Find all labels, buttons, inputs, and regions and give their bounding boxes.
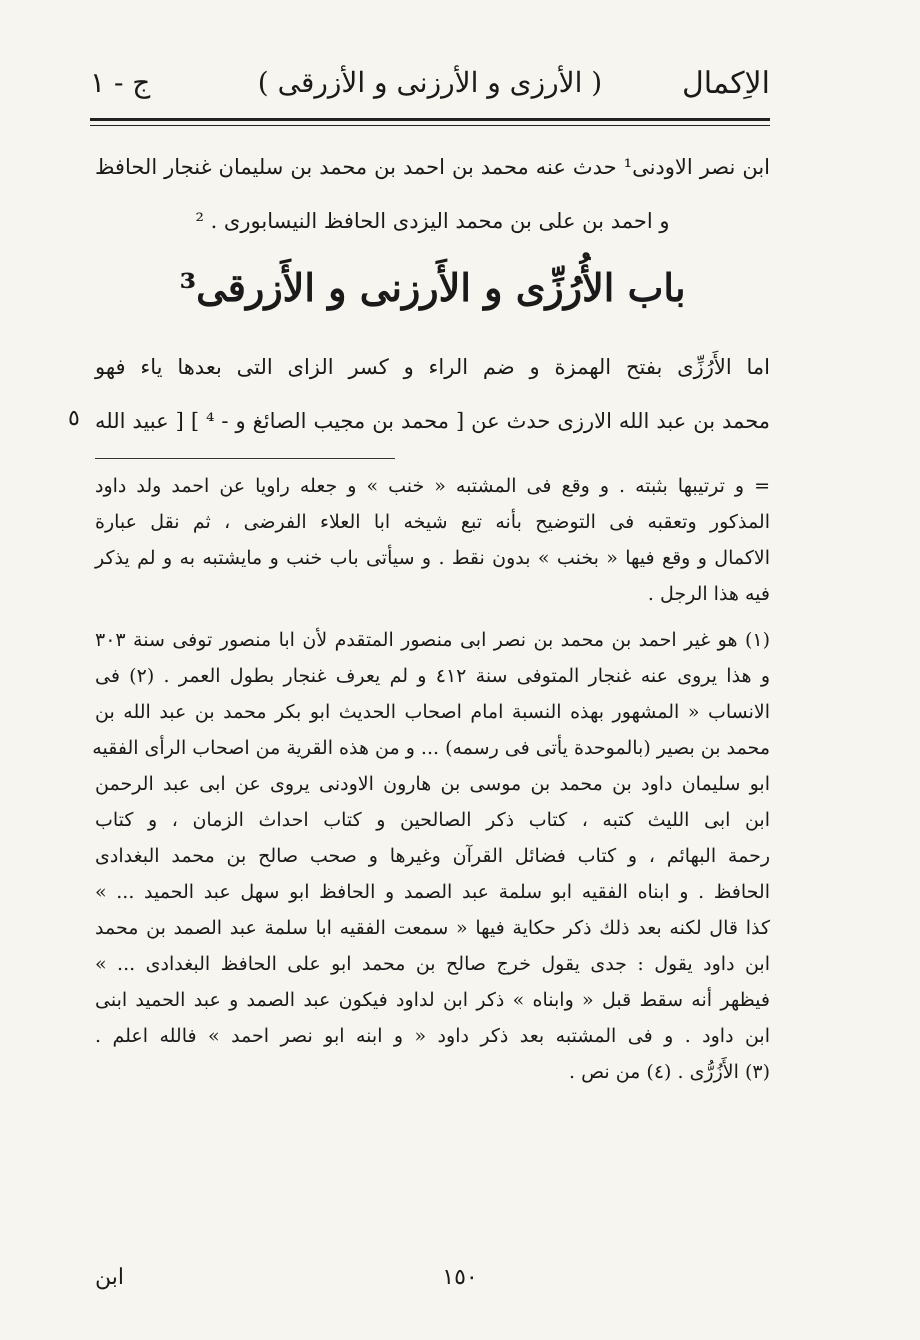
main-text — [95, 140, 770, 448]
body-line: و احمد بن على بن محمد اليزدى الحافظ النيسابورى . ² — [195, 209, 670, 233]
body-line: ابن نصر الاودنى¹ حدث عنه محمد بن احمد بن محمد بن سليمان غنجار الحافظ — [95, 155, 771, 179]
running-header — [90, 62, 770, 106]
header-rule-thin — [90, 125, 770, 126]
footnote-line: ابن داود . و فى المشتبه بعد ذكر داود « و ابنه ابو نصر احمد » فالله اعلم . — [95, 1025, 770, 1047]
footnote-line: الاكمال و وقع فيها « بخنب » بدون نقط . و سيأتى باب خنب و مايشتبه به و لم يذكر — [95, 547, 770, 569]
footnote-line: ابن ابى الليث كتبه ، كتاب ذكر الصالحين و كتاب احداث الزمان ، و كتاب — [95, 809, 770, 831]
footnote-line: (٣) الأَزُرُّى . (٤) من نص . — [569, 1061, 770, 1083]
footnote-line: ابن داود يقول : جدى يقول خرج صالح بن محمد ابو على الحافظ البغدادى ... » — [95, 953, 770, 975]
catchword: ابن — [95, 1265, 124, 1290]
body-line: محمد بن عبد الله الارزى حدث عن [ محمد بن مجيب الصائغ و - ⁴ ] [ عبيد الله — [95, 409, 770, 433]
header-book-title: الاِكمال — [681, 66, 770, 101]
line-number-marker: ٥ — [68, 406, 80, 431]
footnote-line: المذكور وتعقبه فى التوضيح بأنه تبع شيخه ابا العلاء الفرضى ، ثم نقل عبارة — [95, 511, 770, 533]
footnote-line: محمد بن بصير (بالموحدة يأتى فى رسمه) ... و من هذه القرية من اصحاب الرأى الفقيه — [92, 737, 770, 759]
chapter-heading: باب الأُرُزِّى و الأَرزنى و الأَزرقى³ — [179, 265, 686, 310]
footnote-line: فيه هذا الرجل . — [647, 583, 770, 605]
page-number: ١٥٠ — [442, 1265, 478, 1290]
footnote-line: (١) هو غير احمد بن محمد بن نصر ابى منصور المتقدم لأن ابا منصور توفى سنة ٣٠٣ — [95, 629, 770, 651]
footnote-line: = و ترتيبها بثبته . و وقع فى المشتبه « خنب » و جعله راويا عن احمد ولد داود — [95, 475, 770, 497]
footnote-line: ابو سليمان داود بن محمد بن موسى بن هارون الاودنى يروى عن ابى عبد الرحمن — [95, 773, 770, 795]
header-volume: ج - ١ — [90, 66, 151, 99]
footnote-line: الانساب « المشهور بهذه النسبة امام اصحاب الحديث ابو بكر محمد بن عبد الله بن — [95, 701, 770, 723]
footnotes — [92, 468, 771, 1090]
footnote-line: رحمة البهائم ، و كتاب فضائل القرآن وغيرها و صحب صالح بن محمد البغدادى — [95, 845, 770, 867]
footnote-line: و هذا يروى عنه غنجار المتوفى سنة ٤١٢ و لم يعرف غنجار بطول العمر . (٢) فى — [95, 665, 771, 687]
footnote-divider — [95, 458, 395, 459]
footnote-line: الحافظ . و ابناه الفقيه ابو سلمة عبد الصمد و الحافظ ابو سهل عبد الحميد ... » — [95, 881, 770, 903]
header-section-title: ( الأرزى و الأرزنى و الأزرقى ) — [257, 66, 603, 99]
header-rule-thick — [90, 118, 770, 121]
footnote-line: كذا قال لكنه بعد ذلك ذكر حكاية فيها « سمعت الفقيه ابا سلمة عبد الصمد بن محمد — [95, 917, 770, 939]
footnote-line: فيظهر أنه سقط قبل « وابناه » ذكر ابن لداود فيكون عبد الصمد و عبد الحميد ابنى — [95, 989, 770, 1011]
body-line: اما الأَرُزِّى بفتح الهمزة و ضم الراء و كسر الزاى التى بعدها ياء فهو — [95, 355, 770, 379]
